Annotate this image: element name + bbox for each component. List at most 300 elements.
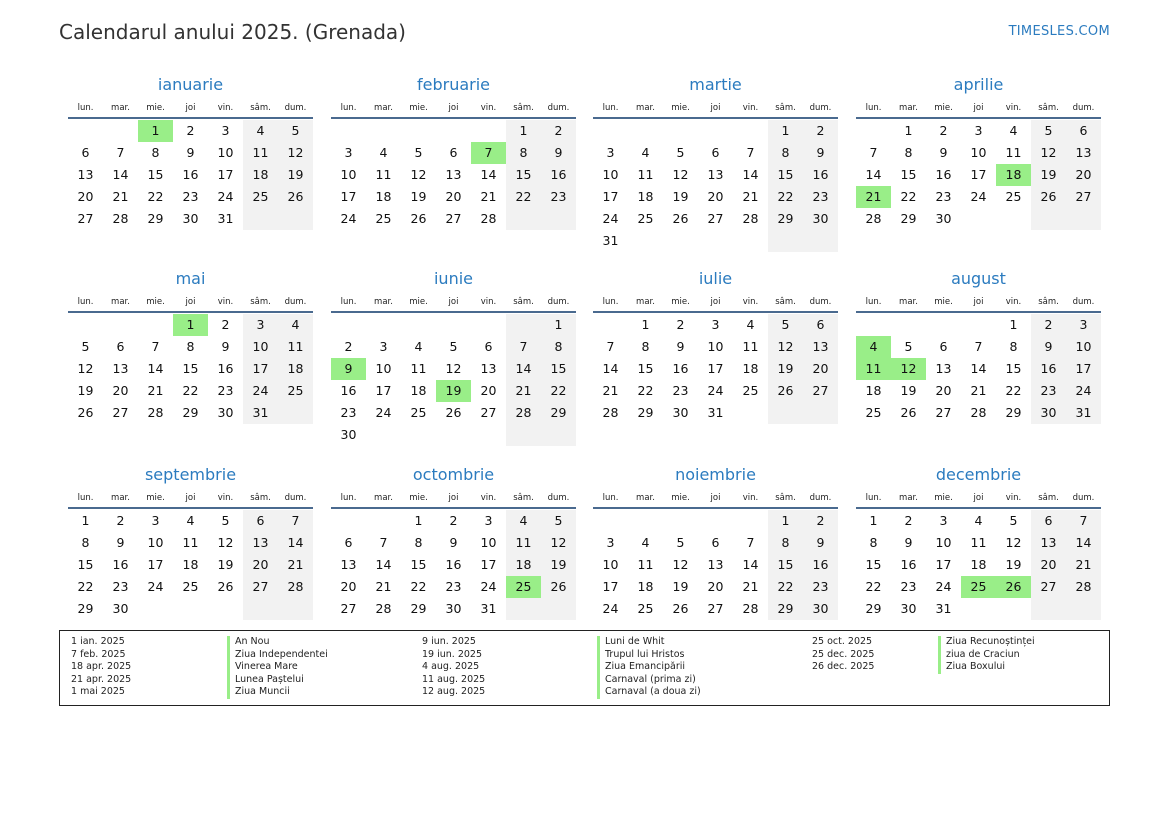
day-cell[interactable]: 1 xyxy=(904,123,913,138)
day-cell[interactable]: 15 xyxy=(410,557,427,572)
day-cell[interactable]: 20 xyxy=(480,383,497,398)
day-cell[interactable]: 14 xyxy=(147,361,164,376)
day-cell[interactable]: 28 xyxy=(742,601,759,616)
day-cell[interactable]: 29 xyxy=(182,405,199,420)
day-cell[interactable]: 17 xyxy=(252,361,269,376)
holiday-day[interactable]: 11 xyxy=(856,358,891,380)
day-cell[interactable]: 13 xyxy=(112,361,129,376)
day-cell[interactable]: 11 xyxy=(375,167,392,182)
day-cell[interactable]: 28 xyxy=(742,211,759,226)
day-cell[interactable]: 11 xyxy=(637,557,654,572)
day-cell[interactable]: 20 xyxy=(707,189,724,204)
day-cell[interactable]: 18 xyxy=(515,557,532,572)
day-cell[interactable]: 14 xyxy=(1075,535,1092,550)
day-cell[interactable]: 8 xyxy=(186,339,195,354)
day-cell[interactable]: 16 xyxy=(550,167,567,182)
day-cell[interactable]: 12 xyxy=(77,361,94,376)
day-cell[interactable]: 16 xyxy=(340,383,357,398)
day-cell[interactable]: 7 xyxy=(379,535,388,550)
day-cell[interactable]: 29 xyxy=(777,211,794,226)
day-cell[interactable]: 30 xyxy=(340,427,357,442)
day-cell[interactable]: 29 xyxy=(637,405,654,420)
day-cell[interactable]: 4 xyxy=(291,317,300,332)
holiday-day[interactable]: 7 xyxy=(471,142,506,164)
day-cell[interactable]: 8 xyxy=(81,535,90,550)
day-cell[interactable]: 25 xyxy=(1005,189,1022,204)
day-cell[interactable]: 10 xyxy=(602,557,619,572)
holiday-day[interactable]: 1 xyxy=(138,120,173,142)
day-cell[interactable]: 11 xyxy=(515,535,532,550)
day-cell[interactable]: 3 xyxy=(256,317,265,332)
day-cell[interactable]: 28 xyxy=(112,211,129,226)
day-cell[interactable]: 26 xyxy=(287,189,304,204)
day-cell[interactable]: 24 xyxy=(602,211,619,226)
day-cell[interactable]: 4 xyxy=(1009,123,1018,138)
day-cell[interactable]: 9 xyxy=(1044,339,1053,354)
day-cell[interactable]: 22 xyxy=(147,189,164,204)
day-cell[interactable]: 19 xyxy=(77,383,94,398)
day-cell[interactable]: 5 xyxy=(554,513,563,528)
day-cell[interactable]: 31 xyxy=(252,405,269,420)
day-cell[interactable]: 15 xyxy=(550,361,567,376)
day-cell[interactable]: 2 xyxy=(816,513,825,528)
day-cell[interactable]: 19 xyxy=(672,579,689,594)
day-cell[interactable]: 19 xyxy=(217,557,234,572)
day-cell[interactable]: 12 xyxy=(672,557,689,572)
day-cell[interactable]: 8 xyxy=(781,145,790,160)
day-cell[interactable]: 20 xyxy=(812,361,829,376)
day-cell[interactable]: 14 xyxy=(375,557,392,572)
day-cell[interactable]: 17 xyxy=(217,167,234,182)
day-cell[interactable]: 13 xyxy=(812,339,829,354)
day-cell[interactable]: 22 xyxy=(182,383,199,398)
day-cell[interactable]: 6 xyxy=(1079,123,1088,138)
day-cell[interactable]: 3 xyxy=(606,535,615,550)
day-cell[interactable]: 17 xyxy=(970,167,987,182)
day-cell[interactable]: 14 xyxy=(480,167,497,182)
day-cell[interactable]: 18 xyxy=(970,557,987,572)
day-cell[interactable]: 28 xyxy=(1075,579,1092,594)
day-cell[interactable]: 9 xyxy=(221,339,230,354)
day-cell[interactable]: 10 xyxy=(707,339,724,354)
day-cell[interactable]: 16 xyxy=(812,167,829,182)
day-cell[interactable]: 4 xyxy=(641,535,650,550)
day-cell[interactable]: 30 xyxy=(935,211,952,226)
day-cell[interactable]: 15 xyxy=(147,167,164,182)
day-cell[interactable]: 17 xyxy=(375,383,392,398)
day-cell[interactable]: 25 xyxy=(182,579,199,594)
day-cell[interactable]: 17 xyxy=(707,361,724,376)
day-cell[interactable]: 17 xyxy=(935,557,952,572)
day-cell[interactable]: 22 xyxy=(865,579,882,594)
day-cell[interactable]: 4 xyxy=(186,513,195,528)
day-cell[interactable]: 26 xyxy=(672,601,689,616)
day-cell[interactable]: 12 xyxy=(1005,535,1022,550)
day-cell[interactable]: 3 xyxy=(606,145,615,160)
day-cell[interactable]: 9 xyxy=(816,145,825,160)
day-cell[interactable]: 22 xyxy=(77,579,94,594)
day-cell[interactable]: 28 xyxy=(515,405,532,420)
day-cell[interactable]: 31 xyxy=(217,211,234,226)
day-cell[interactable]: 14 xyxy=(287,535,304,550)
day-cell[interactable]: 16 xyxy=(112,557,129,572)
day-cell[interactable]: 19 xyxy=(550,557,567,572)
day-cell[interactable]: 14 xyxy=(742,557,759,572)
day-cell[interactable]: 12 xyxy=(1040,145,1057,160)
day-cell[interactable]: 12 xyxy=(777,339,794,354)
day-cell[interactable]: 27 xyxy=(812,383,829,398)
day-cell[interactable]: 24 xyxy=(970,189,987,204)
day-cell[interactable]: 20 xyxy=(935,383,952,398)
day-cell[interactable]: 13 xyxy=(1040,535,1057,550)
day-cell[interactable]: 9 xyxy=(939,145,948,160)
day-cell[interactable]: 3 xyxy=(1079,317,1088,332)
day-cell[interactable]: 6 xyxy=(81,145,90,160)
holiday-day[interactable]: 25 xyxy=(961,576,996,598)
day-cell[interactable]: 5 xyxy=(676,145,685,160)
day-cell[interactable]: 16 xyxy=(672,361,689,376)
day-cell[interactable]: 26 xyxy=(410,211,427,226)
day-cell[interactable]: 25 xyxy=(637,601,654,616)
day-cell[interactable]: 9 xyxy=(554,145,563,160)
day-cell[interactable]: 7 xyxy=(519,339,528,354)
day-cell[interactable]: 26 xyxy=(900,405,917,420)
day-cell[interactable]: 27 xyxy=(445,211,462,226)
day-cell[interactable]: 23 xyxy=(112,579,129,594)
day-cell[interactable]: 8 xyxy=(904,145,913,160)
day-cell[interactable]: 21 xyxy=(375,579,392,594)
day-cell[interactable]: 7 xyxy=(746,145,755,160)
day-cell[interactable]: 10 xyxy=(340,167,357,182)
day-cell[interactable]: 2 xyxy=(116,513,125,528)
day-cell[interactable]: 26 xyxy=(550,579,567,594)
day-cell[interactable]: 13 xyxy=(1075,145,1092,160)
day-cell[interactable]: 24 xyxy=(375,405,392,420)
day-cell[interactable]: 22 xyxy=(637,383,654,398)
day-cell[interactable]: 23 xyxy=(812,579,829,594)
day-cell[interactable]: 18 xyxy=(637,579,654,594)
day-cell[interactable]: 29 xyxy=(777,601,794,616)
day-cell[interactable]: 24 xyxy=(707,383,724,398)
day-cell[interactable]: 27 xyxy=(707,211,724,226)
day-cell[interactable]: 20 xyxy=(252,557,269,572)
day-cell[interactable]: 18 xyxy=(742,361,759,376)
day-cell[interactable]: 15 xyxy=(77,557,94,572)
day-cell[interactable]: 5 xyxy=(221,513,230,528)
day-cell[interactable]: 13 xyxy=(480,361,497,376)
day-cell[interactable]: 25 xyxy=(252,189,269,204)
day-cell[interactable]: 3 xyxy=(939,513,948,528)
day-cell[interactable]: 21 xyxy=(742,579,759,594)
day-cell[interactable]: 3 xyxy=(711,317,720,332)
day-cell[interactable]: 21 xyxy=(970,383,987,398)
day-cell[interactable]: 8 xyxy=(151,145,160,160)
day-cell[interactable]: 2 xyxy=(939,123,948,138)
day-cell[interactable]: 15 xyxy=(900,167,917,182)
day-cell[interactable]: 25 xyxy=(375,211,392,226)
day-cell[interactable]: 11 xyxy=(742,339,759,354)
day-cell[interactable]: 27 xyxy=(340,601,357,616)
day-cell[interactable]: 7 xyxy=(291,513,300,528)
day-cell[interactable]: 3 xyxy=(379,339,388,354)
holiday-day[interactable]: 26 xyxy=(996,576,1031,598)
day-cell[interactable]: 29 xyxy=(77,601,94,616)
day-cell[interactable]: 30 xyxy=(812,601,829,616)
day-cell[interactable]: 9 xyxy=(676,339,685,354)
day-cell[interactable]: 23 xyxy=(217,383,234,398)
day-cell[interactable]: 18 xyxy=(637,189,654,204)
day-cell[interactable]: 6 xyxy=(344,535,353,550)
day-cell[interactable]: 12 xyxy=(287,145,304,160)
day-cell[interactable]: 27 xyxy=(77,211,94,226)
day-cell[interactable]: 21 xyxy=(147,383,164,398)
day-cell[interactable]: 12 xyxy=(217,535,234,550)
day-cell[interactable]: 25 xyxy=(742,383,759,398)
day-cell[interactable]: 21 xyxy=(602,383,619,398)
holiday-day[interactable]: 19 xyxy=(436,380,471,402)
day-cell[interactable]: 1 xyxy=(81,513,90,528)
day-cell[interactable]: 23 xyxy=(445,579,462,594)
day-cell[interactable]: 3 xyxy=(344,145,353,160)
day-cell[interactable]: 6 xyxy=(116,339,125,354)
day-cell[interactable]: 27 xyxy=(252,579,269,594)
day-cell[interactable]: 24 xyxy=(340,211,357,226)
day-cell[interactable]: 18 xyxy=(410,383,427,398)
day-cell[interactable]: 11 xyxy=(1005,145,1022,160)
day-cell[interactable]: 30 xyxy=(812,211,829,226)
holiday-day[interactable]: 9 xyxy=(331,358,366,380)
day-cell[interactable]: 10 xyxy=(147,535,164,550)
day-cell[interactable]: 5 xyxy=(81,339,90,354)
day-cell[interactable]: 5 xyxy=(449,339,458,354)
day-cell[interactable]: 26 xyxy=(672,211,689,226)
day-cell[interactable]: 21 xyxy=(742,189,759,204)
day-cell[interactable]: 22 xyxy=(515,189,532,204)
day-cell[interactable]: 24 xyxy=(480,579,497,594)
day-cell[interactable]: 13 xyxy=(935,361,952,376)
day-cell[interactable]: 26 xyxy=(777,383,794,398)
day-cell[interactable]: 9 xyxy=(186,145,195,160)
day-cell[interactable]: 15 xyxy=(182,361,199,376)
day-cell[interactable]: 7 xyxy=(606,339,615,354)
day-cell[interactable]: 5 xyxy=(676,535,685,550)
day-cell[interactable]: 18 xyxy=(375,189,392,204)
day-cell[interactable]: 22 xyxy=(550,383,567,398)
day-cell[interactable]: 20 xyxy=(340,579,357,594)
day-cell[interactable]: 31 xyxy=(935,601,952,616)
day-cell[interactable]: 1 xyxy=(519,123,528,138)
day-cell[interactable]: 4 xyxy=(641,145,650,160)
day-cell[interactable]: 27 xyxy=(935,405,952,420)
day-cell[interactable]: 1 xyxy=(554,317,563,332)
day-cell[interactable]: 16 xyxy=(445,557,462,572)
day-cell[interactable]: 28 xyxy=(147,405,164,420)
day-cell[interactable]: 27 xyxy=(1040,579,1057,594)
day-cell[interactable]: 18 xyxy=(252,167,269,182)
day-cell[interactable]: 16 xyxy=(935,167,952,182)
day-cell[interactable]: 31 xyxy=(1075,405,1092,420)
day-cell[interactable]: 7 xyxy=(151,339,160,354)
day-cell[interactable]: 21 xyxy=(112,189,129,204)
day-cell[interactable]: 10 xyxy=(602,167,619,182)
day-cell[interactable]: 28 xyxy=(602,405,619,420)
day-cell[interactable]: 19 xyxy=(1040,167,1057,182)
day-cell[interactable]: 14 xyxy=(970,361,987,376)
day-cell[interactable]: 27 xyxy=(1075,189,1092,204)
day-cell[interactable]: 26 xyxy=(217,579,234,594)
day-cell[interactable]: 28 xyxy=(287,579,304,594)
day-cell[interactable]: 30 xyxy=(900,601,917,616)
day-cell[interactable]: 2 xyxy=(904,513,913,528)
day-cell[interactable]: 14 xyxy=(112,167,129,182)
day-cell[interactable]: 3 xyxy=(974,123,983,138)
day-cell[interactable]: 8 xyxy=(641,339,650,354)
day-cell[interactable]: 12 xyxy=(445,361,462,376)
day-cell[interactable]: 20 xyxy=(445,189,462,204)
day-cell[interactable]: 13 xyxy=(77,167,94,182)
day-cell[interactable]: 7 xyxy=(869,145,878,160)
day-cell[interactable]: 18 xyxy=(182,557,199,572)
day-cell[interactable]: 14 xyxy=(515,361,532,376)
day-cell[interactable]: 8 xyxy=(781,535,790,550)
day-cell[interactable]: 5 xyxy=(904,339,913,354)
day-cell[interactable]: 25 xyxy=(865,405,882,420)
day-cell[interactable]: 15 xyxy=(515,167,532,182)
day-cell[interactable]: 1 xyxy=(414,513,423,528)
day-cell[interactable]: 28 xyxy=(480,211,497,226)
day-cell[interactable]: 27 xyxy=(480,405,497,420)
day-cell[interactable]: 22 xyxy=(900,189,917,204)
day-cell[interactable]: 16 xyxy=(812,557,829,572)
day-cell[interactable]: 19 xyxy=(410,189,427,204)
day-cell[interactable]: 2 xyxy=(816,123,825,138)
day-cell[interactable]: 7 xyxy=(974,339,983,354)
day-cell[interactable]: 28 xyxy=(970,405,987,420)
day-cell[interactable]: 22 xyxy=(777,189,794,204)
day-cell[interactable]: 21 xyxy=(480,189,497,204)
day-cell[interactable]: 8 xyxy=(519,145,528,160)
day-cell[interactable]: 1 xyxy=(781,123,790,138)
day-cell[interactable]: 23 xyxy=(1040,383,1057,398)
day-cell[interactable]: 12 xyxy=(550,535,567,550)
day-cell[interactable]: 31 xyxy=(480,601,497,616)
day-cell[interactable]: 10 xyxy=(375,361,392,376)
day-cell[interactable]: 8 xyxy=(414,535,423,550)
day-cell[interactable]: 1 xyxy=(869,513,878,528)
day-cell[interactable]: 7 xyxy=(116,145,125,160)
day-cell[interactable]: 20 xyxy=(707,579,724,594)
site-link[interactable]: TIMESLES.COM xyxy=(1008,24,1110,39)
day-cell[interactable]: 11 xyxy=(252,145,269,160)
day-cell[interactable]: 4 xyxy=(746,317,755,332)
day-cell[interactable]: 14 xyxy=(742,167,759,182)
holiday-day[interactable]: 18 xyxy=(996,164,1031,186)
day-cell[interactable]: 28 xyxy=(375,601,392,616)
day-cell[interactable]: 27 xyxy=(112,405,129,420)
day-cell[interactable]: 5 xyxy=(1009,513,1018,528)
day-cell[interactable]: 25 xyxy=(410,405,427,420)
holiday-day[interactable]: 12 xyxy=(891,358,926,380)
day-cell[interactable]: 24 xyxy=(217,189,234,204)
day-cell[interactable]: 6 xyxy=(711,535,720,550)
day-cell[interactable]: 28 xyxy=(865,211,882,226)
day-cell[interactable]: 19 xyxy=(777,361,794,376)
day-cell[interactable]: 19 xyxy=(287,167,304,182)
day-cell[interactable]: 8 xyxy=(1009,339,1018,354)
day-cell[interactable]: 24 xyxy=(602,601,619,616)
day-cell[interactable]: 23 xyxy=(182,189,199,204)
day-cell[interactable]: 1 xyxy=(1009,317,1018,332)
day-cell[interactable]: 10 xyxy=(935,535,952,550)
day-cell[interactable]: 26 xyxy=(445,405,462,420)
day-cell[interactable]: 30 xyxy=(217,405,234,420)
day-cell[interactable]: 9 xyxy=(816,535,825,550)
day-cell[interactable]: 18 xyxy=(287,361,304,376)
day-cell[interactable]: 17 xyxy=(602,579,619,594)
day-cell[interactable]: 2 xyxy=(554,123,563,138)
day-cell[interactable]: 6 xyxy=(449,145,458,160)
day-cell[interactable]: 29 xyxy=(1005,405,1022,420)
day-cell[interactable]: 4 xyxy=(974,513,983,528)
day-cell[interactable]: 5 xyxy=(291,123,300,138)
day-cell[interactable]: 22 xyxy=(1005,383,1022,398)
day-cell[interactable]: 6 xyxy=(1044,513,1053,528)
day-cell[interactable]: 15 xyxy=(777,167,794,182)
day-cell[interactable]: 11 xyxy=(970,535,987,550)
day-cell[interactable]: 20 xyxy=(77,189,94,204)
day-cell[interactable]: 30 xyxy=(445,601,462,616)
day-cell[interactable]: 19 xyxy=(1005,557,1022,572)
day-cell[interactable]: 15 xyxy=(1005,361,1022,376)
day-cell[interactable]: 12 xyxy=(410,167,427,182)
day-cell[interactable]: 15 xyxy=(637,361,654,376)
day-cell[interactable]: 11 xyxy=(182,535,199,550)
day-cell[interactable]: 4 xyxy=(379,145,388,160)
day-cell[interactable]: 20 xyxy=(112,383,129,398)
day-cell[interactable]: 7 xyxy=(746,535,755,550)
day-cell[interactable]: 11 xyxy=(287,339,304,354)
day-cell[interactable]: 2 xyxy=(676,317,685,332)
day-cell[interactable]: 21 xyxy=(287,557,304,572)
day-cell[interactable]: 23 xyxy=(935,189,952,204)
day-cell[interactable]: 16 xyxy=(1040,361,1057,376)
day-cell[interactable]: 2 xyxy=(344,339,353,354)
day-cell[interactable]: 14 xyxy=(602,361,619,376)
day-cell[interactable]: 24 xyxy=(1075,383,1092,398)
day-cell[interactable]: 4 xyxy=(414,339,423,354)
day-cell[interactable]: 4 xyxy=(256,123,265,138)
holiday-day[interactable]: 4 xyxy=(856,336,891,358)
day-cell[interactable]: 9 xyxy=(449,535,458,550)
day-cell[interactable]: 29 xyxy=(550,405,567,420)
day-cell[interactable]: 2 xyxy=(1044,317,1053,332)
day-cell[interactable]: 30 xyxy=(112,601,129,616)
day-cell[interactable]: 17 xyxy=(480,557,497,572)
day-cell[interactable]: 13 xyxy=(445,167,462,182)
day-cell[interactable]: 3 xyxy=(484,513,493,528)
day-cell[interactable]: 5 xyxy=(781,317,790,332)
day-cell[interactable]: 20 xyxy=(1075,167,1092,182)
day-cell[interactable]: 25 xyxy=(287,383,304,398)
day-cell[interactable]: 19 xyxy=(672,189,689,204)
day-cell[interactable]: 30 xyxy=(182,211,199,226)
day-cell[interactable]: 16 xyxy=(217,361,234,376)
day-cell[interactable]: 17 xyxy=(147,557,164,572)
day-cell[interactable]: 24 xyxy=(147,579,164,594)
day-cell[interactable]: 16 xyxy=(182,167,199,182)
day-cell[interactable]: 9 xyxy=(904,535,913,550)
day-cell[interactable]: 6 xyxy=(484,339,493,354)
